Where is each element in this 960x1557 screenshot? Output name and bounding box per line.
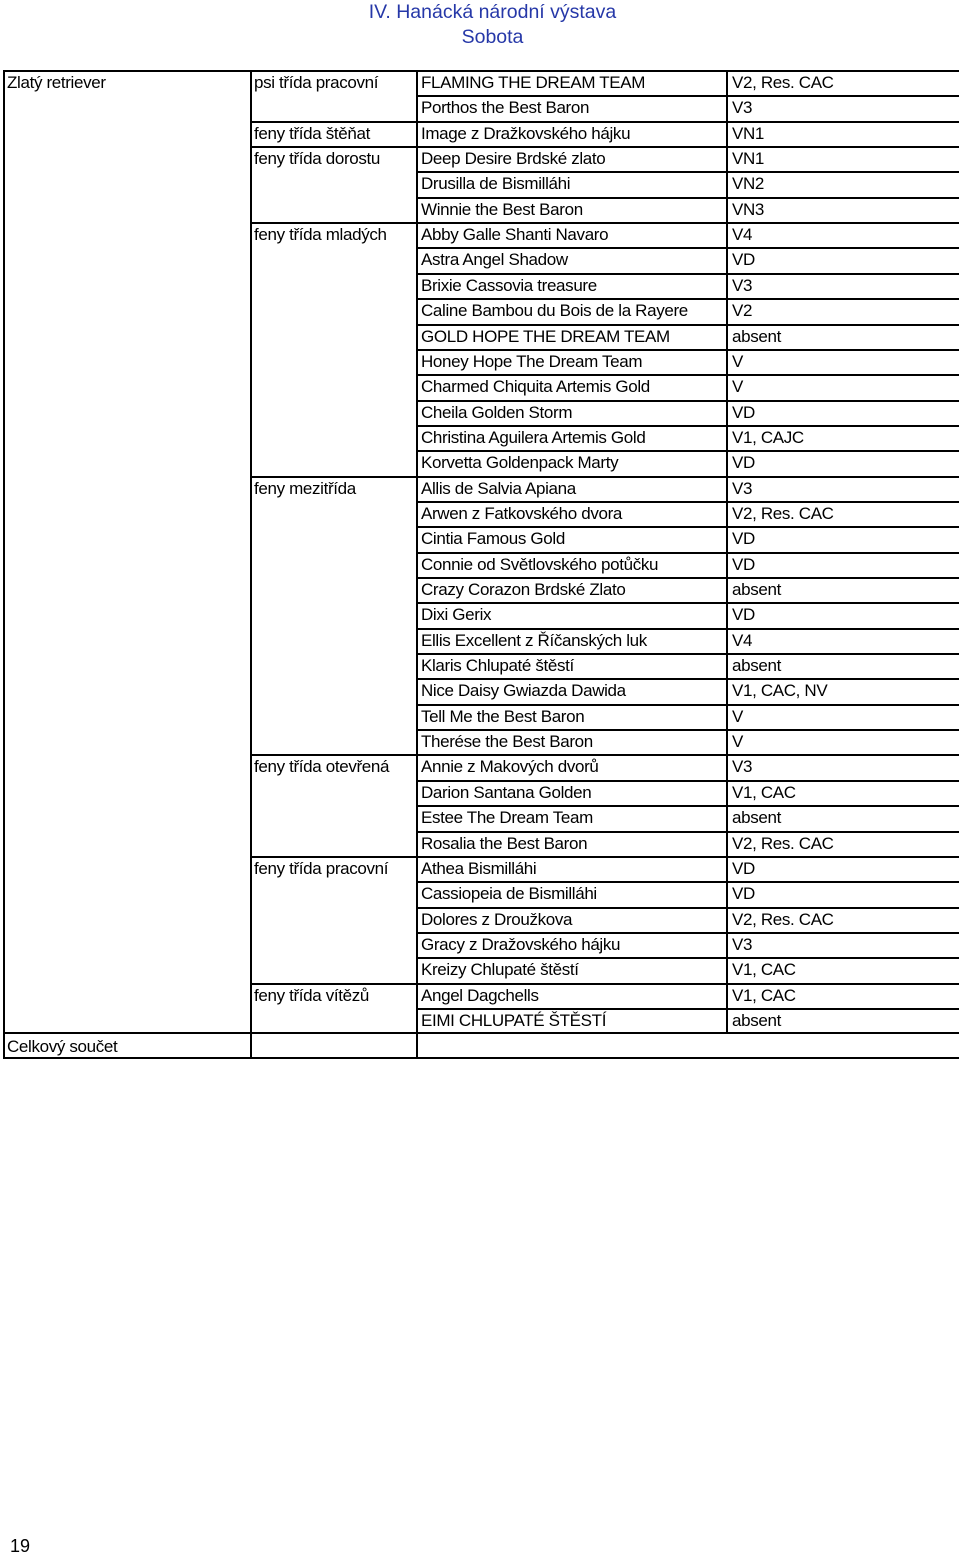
result-value: V1, CAC, NV: [732, 681, 828, 700]
dog-name: Caline Bambou du Bois de la Rayere: [421, 301, 688, 320]
result-value: V2, Res. CAC: [732, 73, 834, 92]
result-value: VN1: [732, 124, 765, 143]
result-value: V: [732, 707, 743, 726]
dog-name: Christina Aguilera Artemis Gold: [421, 428, 646, 447]
dog-name: Klaris Chlupaté štěstí: [421, 656, 574, 675]
dog-name: Darion Santana Golden: [421, 783, 592, 802]
class-name: feny třída pracovní: [254, 859, 389, 878]
class-name: feny třída štěňat: [254, 124, 370, 143]
result-value: VD: [732, 453, 755, 472]
result-value: V3: [732, 935, 753, 954]
dog-name: Dixi Gerix: [421, 605, 492, 624]
result-value: VD: [732, 250, 755, 269]
result-value: V3: [732, 276, 753, 295]
column-divider-breed: [250, 70, 252, 1059]
result-value: V3: [732, 98, 753, 117]
result-value: absent: [732, 1011, 781, 1030]
class-name: feny třída otevřená: [254, 757, 390, 776]
result-value: V2: [732, 301, 753, 320]
dog-name: Allis de Salvia Apiana: [421, 479, 576, 498]
dog-name: Dolores z Droužkova: [421, 910, 573, 929]
result-value: VD: [732, 529, 755, 548]
dog-name: Therése the Best Baron: [421, 732, 593, 751]
result-value: V1, CAC: [732, 783, 796, 802]
dog-name: Cassiopeia de Bismilláhi: [421, 884, 597, 903]
result-value: V3: [732, 479, 753, 498]
dog-name: Nice Daisy Gwiazda Dawida: [421, 681, 626, 700]
result-value: VD: [732, 403, 755, 422]
result-value: absent: [732, 580, 781, 599]
class-separator: [250, 476, 959, 478]
result-value: V2, Res. CAC: [732, 504, 834, 523]
dog-name: Tell Me the Best Baron: [421, 707, 585, 726]
results-table: [3, 70, 959, 1059]
result-value: VD: [732, 555, 755, 574]
dog-name: EIMI CHLUPATÉ ŠTĚSTÍ: [421, 1011, 607, 1030]
result-value: V2, Res. CAC: [732, 834, 834, 853]
result-value: VN3: [732, 200, 765, 219]
dog-name: Charmed Chiquita Artemis Gold: [421, 377, 650, 396]
dog-name: Gracy z Dražovského hájku: [421, 935, 621, 954]
result-value: V4: [732, 225, 753, 244]
total-label: Celkový součet: [7, 1037, 118, 1056]
class-name: feny třída mladých: [254, 225, 387, 244]
result-value: VD: [732, 859, 755, 878]
dog-name: Athea Bismilláhi: [421, 859, 537, 878]
dog-name: Brixie Cassovia treasure: [421, 276, 597, 295]
result-value: V: [732, 352, 743, 371]
result-value: absent: [732, 656, 781, 675]
dog-name: Deep Desire Brdské zlato: [421, 149, 606, 168]
dog-name: Annie z Makových dvorů: [421, 757, 599, 776]
result-value: absent: [732, 808, 781, 827]
dog-name: Drusilla de Bismilláhi: [421, 174, 571, 193]
result-value: V1, CAC: [732, 986, 796, 1005]
dog-name: Ellis Excellent z Říčanských luk: [421, 631, 647, 650]
dog-name: Cintia Famous Gold: [421, 529, 565, 548]
dog-name: Kreizy Chlupaté štěstí: [421, 960, 579, 979]
dog-name: Estee The Dream Team: [421, 808, 593, 827]
dog-name: Korvetta Goldenpack Marty: [421, 453, 619, 472]
header: [0, 0, 960, 50]
result-value: absent: [732, 327, 781, 346]
dog-name: Image z Dražkovského hájku: [421, 124, 631, 143]
result-value: V1, CAC: [732, 960, 796, 979]
dog-name: Abby Galle Shanti Navaro: [421, 225, 609, 244]
class-name: feny třída dorostu: [254, 149, 380, 168]
result-value: VD: [732, 884, 755, 903]
dog-name: FLAMING THE DREAM TEAM: [421, 73, 646, 92]
table-bottom-border: [3, 1057, 959, 1059]
dog-name: Connie od Světlovského potůčku: [421, 555, 659, 574]
result-value: VN1: [732, 149, 765, 168]
dog-name: Astra Angel Shadow: [421, 250, 568, 269]
dog-name: Angel Dagchells: [421, 986, 539, 1005]
result-value: V2, Res. CAC: [732, 910, 834, 929]
class-name: feny třída vítězů: [254, 986, 370, 1005]
page-number: 19: [10, 1536, 31, 1556]
result-value: VN2: [732, 174, 765, 193]
breed-label: Zlatý retriever: [7, 73, 106, 92]
table-left-border: [3, 70, 5, 1059]
dog-name: Rosalia the Best Baron: [421, 834, 588, 853]
result-value: V4: [732, 631, 753, 650]
dog-name: GOLD HOPE THE DREAM TEAM: [421, 327, 670, 346]
result-value: V: [732, 732, 743, 751]
dog-name: Cheila Golden Storm: [421, 403, 573, 422]
page-title: IV. Hanácká národní výstava: [368, 1, 617, 23]
dog-name: Arwen z Fatkovského dvora: [421, 504, 623, 523]
class-name: feny mezitřída: [254, 479, 356, 498]
dog-name: Porthos the Best Baron: [421, 98, 590, 117]
class-name: psi třída pracovní: [254, 73, 379, 92]
result-value: V1, CAJC: [732, 428, 804, 447]
column-divider-class: [416, 70, 418, 1059]
result-value: V: [732, 377, 743, 396]
page-subtitle: Sobota: [461, 26, 524, 48]
row-separator: [416, 602, 959, 604]
dog-name: Honey Hope The Dream Team: [421, 352, 643, 371]
result-value: VD: [732, 605, 755, 624]
dog-name: Crazy Corazon Brdské Zlato: [421, 580, 626, 599]
result-value: V3: [732, 757, 753, 776]
dog-name: Winnie the Best Baron: [421, 200, 583, 219]
